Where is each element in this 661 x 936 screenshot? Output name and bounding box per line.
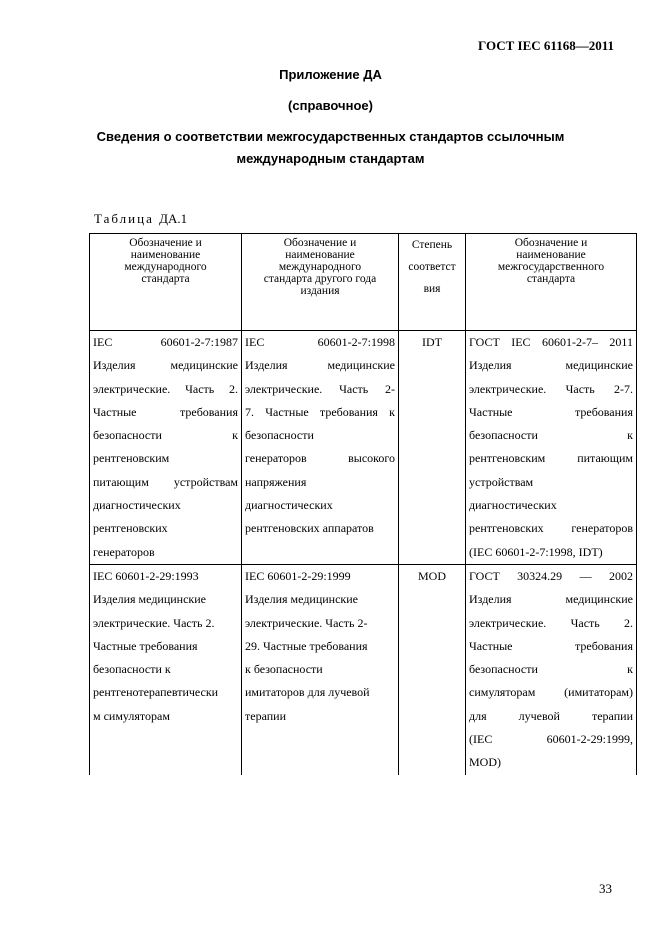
cell-line: IEC 60601-2-7:1987 bbox=[93, 335, 238, 349]
cell-international-standard bbox=[90, 564, 242, 775]
cell-line: IEC 60601-2-29:1999 bbox=[245, 568, 351, 583]
cell-line: электрические. Часть 2. bbox=[93, 615, 215, 630]
cell-line: Изделия медицинские bbox=[245, 358, 395, 373]
cell-line: наименование bbox=[130, 249, 201, 261]
cell-line: ГОСТ 30324.29 — 2002 bbox=[469, 568, 633, 583]
cell-line: (IEC 60601-2-29:1999, bbox=[469, 732, 633, 747]
cell-line: рентгеновским питающим bbox=[469, 451, 633, 466]
cell-line: рентгенотерапевтически bbox=[93, 685, 219, 700]
cell-line: (IEC 60601-2-7:1998, IDT) bbox=[469, 544, 603, 559]
cell-line: Частные требования bbox=[469, 404, 633, 419]
cell-line: Изделия медицинские bbox=[245, 592, 359, 607]
cell-line: Степень bbox=[411, 239, 453, 251]
header-interstate-standard bbox=[466, 234, 637, 331]
cell-line: генераторов высокого bbox=[245, 451, 395, 466]
correspondence-table bbox=[89, 233, 637, 775]
cell-line: Обозначение и bbox=[283, 237, 357, 249]
cell-line: электрические. Часть 2. bbox=[93, 381, 238, 396]
document-header-standard: ГОСТ IEC 61168—2011 bbox=[478, 38, 614, 53]
cell-line: Изделия медицинские bbox=[469, 358, 633, 373]
cell-line: Обозначение и bbox=[514, 237, 588, 249]
cell-line: MOD) bbox=[469, 755, 501, 770]
cell-line: IEC 60601-2-29:1993 bbox=[93, 568, 199, 583]
table-row bbox=[90, 331, 637, 565]
header-degree-of-correspondence bbox=[399, 234, 466, 331]
cell-line: м симуляторам bbox=[93, 708, 170, 723]
cell-line: безопасности к bbox=[93, 428, 238, 443]
cell-line: устройствам bbox=[469, 474, 534, 489]
cell-line: для лучевой терапии bbox=[469, 708, 633, 723]
cell-line: электрические. Часть 2. bbox=[469, 615, 633, 630]
table-label bbox=[94, 211, 187, 227]
cell-international-standard-other-year bbox=[242, 331, 399, 565]
cell-line: Частные требования bbox=[93, 404, 238, 419]
appendix-heading-line2: международным стандартам bbox=[236, 151, 425, 166]
cell-line: Изделия медицинские bbox=[93, 358, 238, 373]
cell-line: Изделия медицинские bbox=[93, 592, 207, 607]
cell-line: электрические. Часть 2- bbox=[245, 615, 368, 630]
cell-line: безопасности к bbox=[469, 428, 633, 443]
table-label-text: Таблица bbox=[94, 211, 154, 226]
cell-line: диагностических bbox=[245, 498, 333, 513]
cell-line: IEC 60601-2-7:1998 bbox=[245, 335, 395, 349]
page-number: 33 bbox=[599, 881, 612, 896]
table-number: ДА.1 bbox=[159, 211, 188, 226]
appendix-heading-line1: Сведения о соответствии межгосударственных стандартов ссылочным bbox=[96, 129, 565, 144]
cell-line: безопасности bbox=[245, 428, 314, 443]
cell-line: Частные требования bbox=[469, 638, 633, 653]
cell-degree: MOD bbox=[399, 564, 466, 775]
cell-interstate-standard bbox=[466, 564, 637, 775]
cell-line: к безопасности bbox=[245, 662, 323, 677]
cell-line: межгосударственного bbox=[497, 261, 605, 273]
cell-line: рентгеновских аппаратов bbox=[245, 521, 374, 536]
header-international-standard-other-year bbox=[242, 234, 399, 331]
cell-line: симуляторам (имитаторам) bbox=[469, 685, 633, 700]
cell-line: генераторов bbox=[93, 544, 155, 559]
cell-line: ГОСТ IEC 60601-2-7– 2011 bbox=[469, 335, 633, 349]
cell-line: безопасности к bbox=[469, 662, 633, 677]
cell-line: издания bbox=[300, 285, 340, 297]
cell-line: 29. Частные требования bbox=[245, 638, 368, 653]
cell-degree: IDT bbox=[399, 331, 466, 565]
cell-line: имитаторов для лучевой bbox=[245, 685, 370, 700]
table-row bbox=[90, 564, 637, 775]
cell-line: диагностических bbox=[469, 498, 557, 513]
appendix-title: Приложение ДА bbox=[279, 67, 382, 82]
cell-international-standard-other-year bbox=[242, 564, 399, 775]
cell-line: диагностических bbox=[93, 498, 181, 513]
appendix-subtitle: (справочное) bbox=[288, 98, 373, 113]
cell-line: электрические. Часть 2- bbox=[245, 381, 395, 396]
cell-line: питающим устройствам bbox=[93, 474, 238, 489]
cell-line: наименование bbox=[516, 249, 586, 261]
cell-line: напряжения bbox=[245, 474, 307, 489]
cell-line: Обозначение и bbox=[129, 237, 202, 249]
cell-line: стандарта другого года bbox=[263, 273, 377, 285]
cell-line: рентгеновских генераторов bbox=[469, 521, 633, 536]
cell-line: терапии bbox=[245, 708, 287, 723]
header-international-standard bbox=[90, 234, 242, 331]
cell-line: международного bbox=[124, 261, 207, 273]
cell-line: рентгеновским bbox=[93, 451, 170, 466]
cell-line: вия bbox=[423, 283, 441, 295]
table-header-row bbox=[90, 234, 637, 331]
cell-line: электрические. Часть 2-7. bbox=[469, 381, 633, 396]
cell-line: рентгеновских bbox=[93, 521, 168, 536]
cell-line: наименование bbox=[285, 249, 355, 261]
cell-line: Изделия медицинские bbox=[469, 592, 633, 607]
cell-line: Частные требования bbox=[93, 638, 198, 653]
cell-line: международного bbox=[278, 261, 362, 273]
cell-line: стандарта bbox=[141, 273, 190, 285]
cell-line: 7. Частные требования к bbox=[245, 404, 395, 419]
cell-line: соответст bbox=[408, 261, 456, 273]
cell-international-standard bbox=[90, 331, 242, 565]
cell-line: стандарта bbox=[526, 273, 576, 285]
cell-line: безопасности к bbox=[93, 662, 171, 677]
cell-interstate-standard bbox=[466, 331, 637, 565]
